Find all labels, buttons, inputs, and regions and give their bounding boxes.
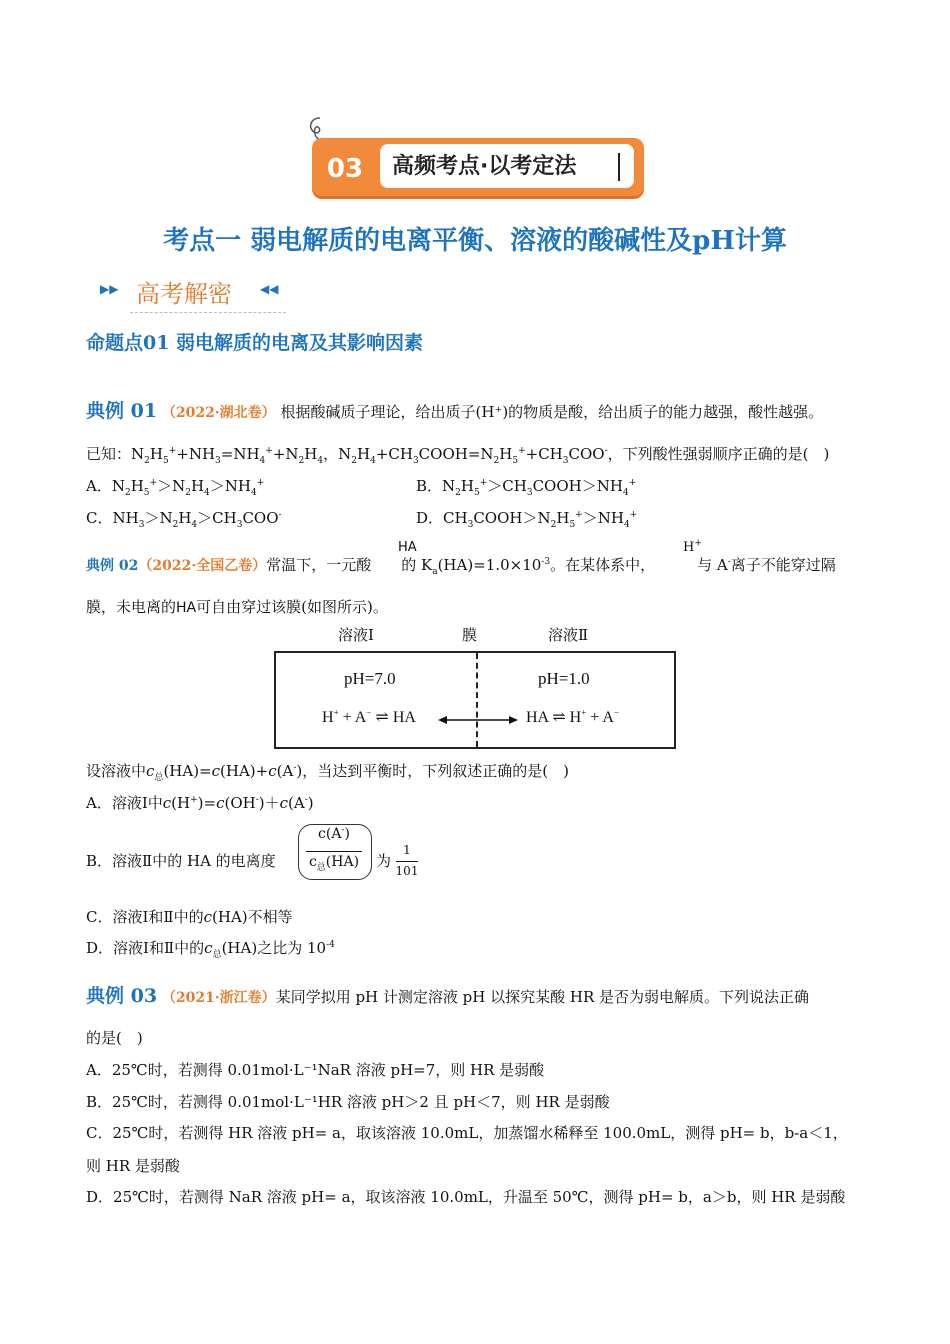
option-b[interactable]: B．25℃时，若测得 0.01mol·L⁻¹HR 溶液 pH＞2 且 pH＜7，则 HR 是弱酸	[86, 1093, 610, 1111]
option-d[interactable]: D．溶液Ⅰ和Ⅱ中的$c_总(HA)$之比为 $10^{-4}$	[86, 939, 335, 960]
left-equilibrium: H+ + A− ⇌ HA	[322, 707, 416, 726]
example-01-stem	[86, 396, 823, 423]
fraction-bar	[396, 861, 418, 862]
option-c[interactable]: C．$NH_3>N_2H_4>CH_3COO^-$	[86, 509, 282, 530]
example-label: 典例 01	[86, 400, 158, 422]
example-03-stem-2: 的是( )	[86, 1029, 143, 1047]
membrane-line	[476, 653, 478, 747]
banner-number: 03	[326, 154, 364, 184]
example-02-line2: 膜，未电离的HA可自由穿过该膜(如图所示)。	[86, 598, 388, 616]
option-d[interactable]: D．25℃时，若测得 NaR 溶液 pH= a，取该溶液 10.0mL，升温至 50℃，测得 pH= b，a＞b，则 HR 是弱酸	[86, 1188, 846, 1206]
option-c[interactable]: C．25℃时，若测得 HR 溶液 pH= a，取该溶液 10.0mL，加蒸馏水稀释至 100.0mL，测得 pH= b，b-a＜1，	[86, 1124, 848, 1142]
option-b-denominator: 101	[395, 864, 419, 878]
arrow-left-icon: ◀◀	[260, 282, 279, 296]
ha-formula: HA	[398, 540, 417, 555]
example-source: （2022·湖北卷）	[161, 405, 276, 421]
section-banner	[312, 138, 644, 196]
arrow-right-icon: ▶▶	[100, 282, 119, 296]
fraction-bar	[306, 851, 362, 852]
h-plus-formula: H+	[683, 538, 702, 555]
text-cursor	[618, 153, 620, 181]
option-b-numerator: 1	[403, 843, 411, 857]
membrane-diagram	[274, 651, 676, 749]
option-b[interactable]: B．$N_2H_5^+>CH_3COOH>NH_4^+$	[416, 477, 637, 498]
example-01-known: 已知：$N_2H_5^++NH_3=NH_4^++N_2H_4$，$N_2H_4+CH_3COOH=N_2H_5^++CH_3COO^-$，下列酸性强弱顺序正确的是( )	[86, 445, 830, 466]
example-02-stem: 典例 02（2022·全国乙卷）常温下，一元酸 的 $K_a(HA)=1.0\times 10^{-3}$。在某体系中， 与 A-离子不能穿过隔	[86, 556, 836, 577]
divider	[130, 312, 286, 313]
fraction-denominator: $c_总(HA)$	[308, 854, 360, 873]
option-c[interactable]: C．溶液Ⅰ和Ⅱ中的c(HA)不相等	[86, 908, 293, 926]
option-a[interactable]: A．$N_2H_5^+>N_2H_4>NH_4^+$	[86, 477, 265, 498]
diagram-left-label: 溶液Ⅰ	[338, 626, 374, 644]
double-arrow-icon	[438, 713, 518, 727]
option-d[interactable]: D．$CH_3COOH>N_2H_5^+>NH_4^+$	[416, 509, 638, 530]
example-stem-text: 根据酸碱质子理论，给出质子(H⁺)的物质是酸，给出质子的能力越强，酸性越强。	[280, 403, 824, 421]
right-equilibrium: HA ⇌ H+ + A−	[526, 707, 620, 726]
option-b[interactable]: B．溶液Ⅱ中的 HA 的电离度	[86, 852, 276, 870]
proposition-title: 命题点01 弱电解质的电离及其影响因素	[86, 332, 424, 354]
diagram-right-label: 溶液Ⅱ	[548, 626, 589, 644]
example-02-question: 设溶液中$c_总(HA)=c(HA)+c(A^-)$，当达到平衡时，下列叙述正确的是( )	[86, 762, 569, 783]
example-03-stem: 典例 03 （2021·浙江卷）某同学拟用 pH 计测定溶液 pH 以探究某酸 HR 是否为弱电解质。下列说法正确	[86, 985, 810, 1007]
left-ph: pH=7.0	[344, 669, 396, 688]
diagram-membrane-label: 膜	[462, 626, 478, 644]
option-a[interactable]: A．25℃时，若测得 0.01mol·L⁻¹NaR 溶液 pH=7，则 HR 是弱酸	[86, 1061, 545, 1079]
option-c-continuation: 则 HR 是弱酸	[86, 1157, 180, 1175]
section-heading-text: 高考解密	[136, 280, 232, 308]
fraction-numerator: c(A-)	[318, 825, 350, 842]
right-ph: pH=1.0	[538, 669, 590, 688]
topic-title: 考点一 弱电解质的电离平衡、溶液的酸碱性及pH计算	[163, 226, 787, 256]
option-b-suffix: 为	[376, 852, 392, 870]
option-a[interactable]: A．溶液Ⅰ中c(H+)=c(OH-)＋c(A-)	[86, 794, 314, 812]
banner-title: 高频考点·以考定法	[392, 154, 577, 179]
